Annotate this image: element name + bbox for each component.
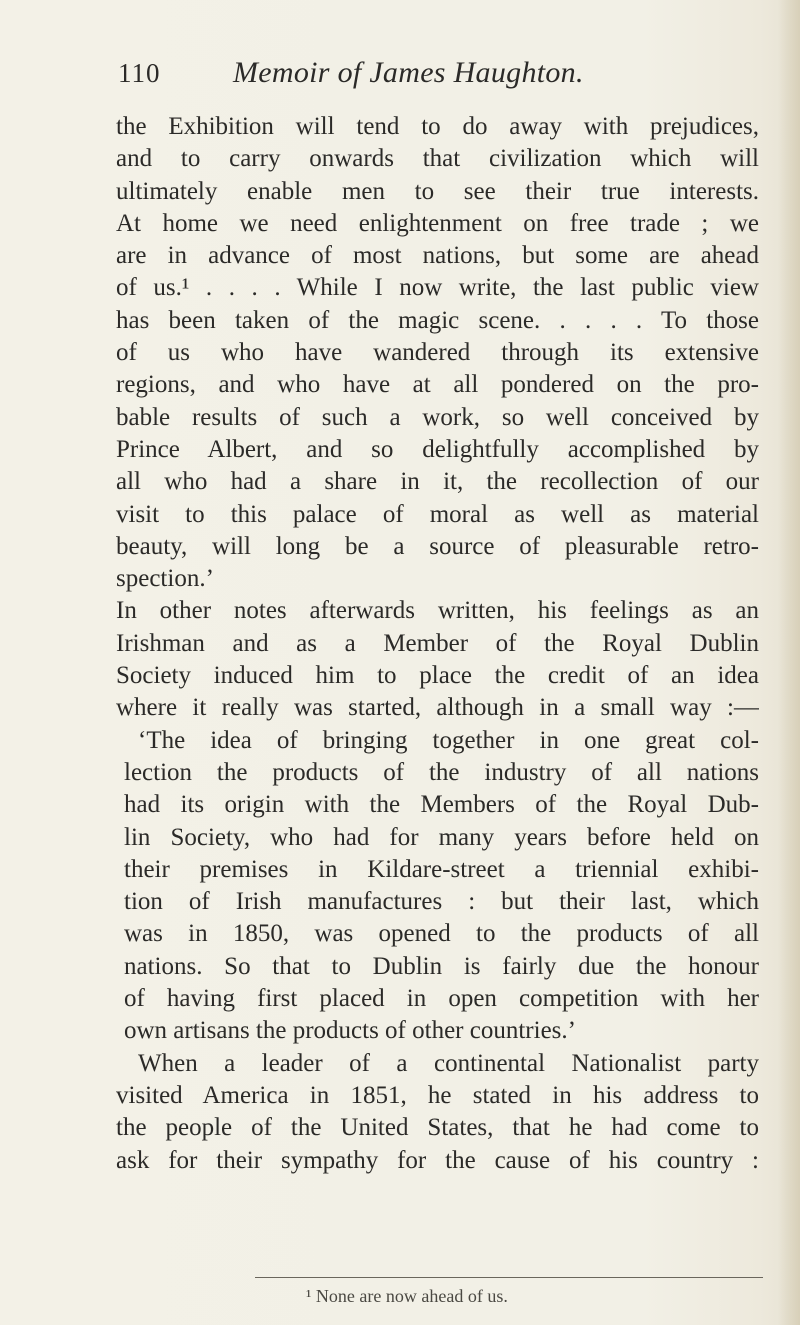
page-edge-shadow bbox=[778, 0, 800, 1325]
text-line: Society induced him to place the credit of an idea bbox=[116, 662, 759, 690]
text-line: At home we need enlightenment on free trade ; we bbox=[116, 209, 759, 237]
page-header bbox=[118, 56, 758, 92]
text-line: Prince Albert, and so delightfully accomplished by bbox=[116, 435, 759, 463]
footnote-rule bbox=[255, 1277, 763, 1278]
text-line: the people of the United States, that he had come to bbox=[116, 1114, 759, 1142]
text-line: tion of Irish manufactures : but their last, which bbox=[124, 888, 759, 916]
text-line: nations. So that to Dublin is fairly due the honour bbox=[124, 952, 759, 980]
text-line: regions, and who have at all pondered on the pro- bbox=[116, 371, 759, 399]
text-line: has been taken of the magic scene. . . . . To those bbox=[116, 306, 759, 334]
text-line: beauty, will long be a source of pleasurable retro- bbox=[116, 532, 759, 560]
text-line: visited America in 1851, he stated in his address to bbox=[116, 1081, 759, 1109]
text-line: own artisans the products of other countries.’ bbox=[124, 1017, 576, 1045]
text-line: of us.¹ . . . . While I now write, the last public view bbox=[116, 274, 759, 302]
text-line: are in advance of most nations, but some are ahead bbox=[116, 242, 759, 270]
text-line: of us who have wandered through its extensive bbox=[116, 339, 759, 367]
text-line: ask for their sympathy for the cause of his country : bbox=[116, 1146, 759, 1174]
text-line: had its origin with the Members of the Royal Dub- bbox=[124, 791, 759, 819]
running-head: Memoir of James Haughton. bbox=[233, 56, 584, 89]
text-line: spection.’ bbox=[116, 565, 214, 593]
text-line: where it really was started, although in a small way :— bbox=[116, 694, 759, 722]
text-line: and to carry onwards that civilization which will bbox=[116, 145, 759, 173]
text-line: lection the products of the industry of all nations bbox=[124, 758, 759, 786]
text-line: all who had a share in it, the recollection of our bbox=[116, 468, 759, 496]
body-text bbox=[116, 111, 759, 1177]
footnote: ¹ None are now ahead of us. bbox=[306, 1286, 508, 1306]
text-line: bable results of such a work, so well conceived by bbox=[116, 403, 759, 431]
text-line: ‘The idea of bringing together in one great col- bbox=[138, 726, 759, 754]
text-line: visit to this palace of moral as well as material bbox=[116, 500, 759, 528]
text-line: Irishman and as a Member of the Royal Dublin bbox=[116, 629, 759, 657]
text-line: In other notes afterwards written, his feelings as an bbox=[116, 597, 759, 625]
text-line: the Exhibition will tend to do away with prejudices, bbox=[116, 113, 759, 140]
text-line: ultimately enable men to see their true interests. bbox=[116, 177, 759, 205]
text-line: was in 1850, was opened to the products of all bbox=[124, 920, 759, 948]
text-line: When a leader of a continental Nationalist party bbox=[138, 1049, 759, 1077]
page-number: 110 bbox=[118, 58, 161, 88]
text-line: lin Society, who had for many years before held on bbox=[124, 823, 759, 851]
text-line: of having first placed in open competition with her bbox=[124, 985, 759, 1013]
text-line: their premises in Kildare-street a triennial exhibi- bbox=[124, 855, 759, 883]
